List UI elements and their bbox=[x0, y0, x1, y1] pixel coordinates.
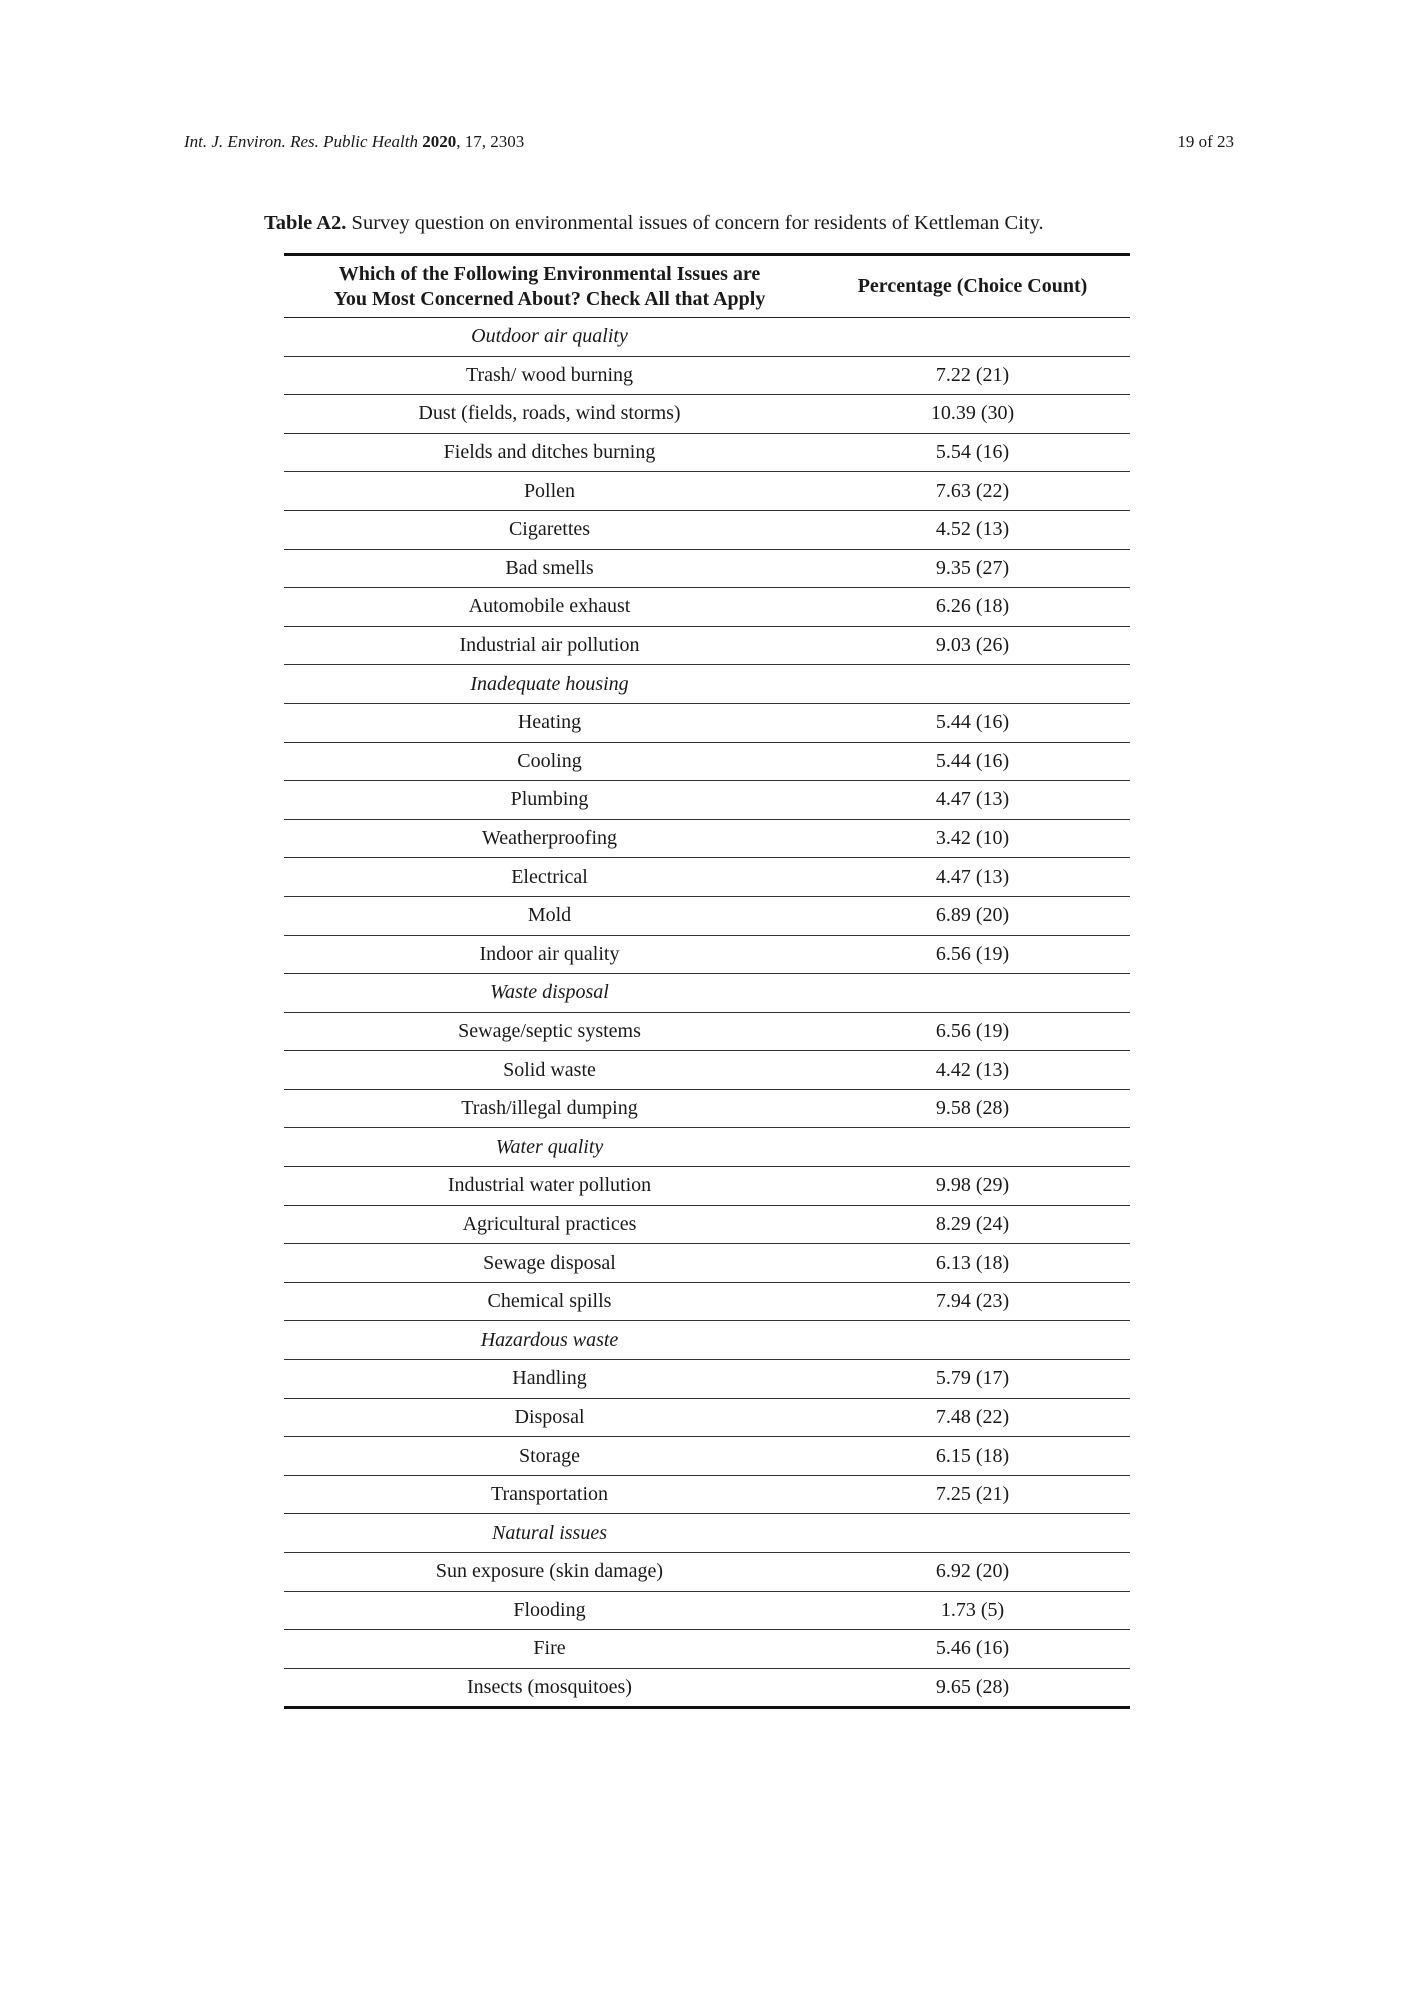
table-row bbox=[284, 1282, 1130, 1321]
table-header-row bbox=[284, 255, 1130, 318]
issue-label: Flooding bbox=[284, 1591, 815, 1630]
issue-label: Industrial air pollution bbox=[284, 626, 815, 665]
percentage-value bbox=[815, 318, 1130, 357]
issue-label: Sewage disposal bbox=[284, 1244, 815, 1283]
category-label: Natural issues bbox=[284, 1514, 815, 1553]
issue-label: Dust (fields, roads, wind storms) bbox=[284, 395, 815, 434]
percentage-value: 9.03 (26) bbox=[815, 626, 1130, 665]
percentage-value: 6.92 (20) bbox=[815, 1553, 1130, 1592]
table-row bbox=[284, 819, 1130, 858]
issue-label: Cooling bbox=[284, 742, 815, 781]
issue-label: Handling bbox=[284, 1360, 815, 1399]
column-header-percentage: Percentage (Choice Count) bbox=[857, 275, 1088, 297]
category-label: Hazardous waste bbox=[284, 1321, 815, 1360]
percentage-value: 4.42 (13) bbox=[815, 1051, 1130, 1090]
issue-label: Agricultural practices bbox=[284, 1205, 815, 1244]
table-category-row bbox=[284, 974, 1130, 1013]
percentage-value bbox=[815, 1128, 1130, 1167]
percentage-value bbox=[815, 974, 1130, 1013]
percentage-value: 7.25 (21) bbox=[815, 1475, 1130, 1514]
percentage-value: 4.52 (13) bbox=[815, 510, 1130, 549]
category-label: Waste disposal bbox=[284, 974, 815, 1013]
table-row bbox=[284, 1591, 1130, 1630]
table-row bbox=[284, 1630, 1130, 1669]
table-row bbox=[284, 626, 1130, 665]
percentage-value: 9.98 (29) bbox=[815, 1167, 1130, 1206]
percentage-value: 5.46 (16) bbox=[815, 1630, 1130, 1669]
issue-label: Bad smells bbox=[284, 549, 815, 588]
issue-label: Heating bbox=[284, 703, 815, 742]
table-row bbox=[284, 356, 1130, 395]
percentage-value: 5.79 (17) bbox=[815, 1360, 1130, 1399]
percentage-value: 4.47 (13) bbox=[815, 858, 1130, 897]
percentage-value: 7.48 (22) bbox=[815, 1398, 1130, 1437]
table-category-row bbox=[284, 1321, 1130, 1360]
issue-label: Chemical spills bbox=[284, 1282, 815, 1321]
issue-label: Mold bbox=[284, 896, 815, 935]
table-row bbox=[284, 742, 1130, 781]
percentage-value: 5.44 (16) bbox=[815, 742, 1130, 781]
table-row bbox=[284, 1360, 1130, 1399]
table-row bbox=[284, 472, 1130, 511]
column-header-issue bbox=[284, 255, 815, 318]
percentage-value bbox=[815, 1514, 1130, 1553]
issue-label: Solid waste bbox=[284, 1051, 815, 1090]
issue-label: Insects (mosquitoes) bbox=[284, 1668, 815, 1708]
table-row bbox=[284, 1475, 1130, 1514]
issue-label: Industrial water pollution bbox=[284, 1167, 815, 1206]
percentage-value bbox=[815, 1321, 1130, 1360]
percentage-value: 5.54 (16) bbox=[815, 433, 1130, 472]
table-row bbox=[284, 510, 1130, 549]
percentage-value: 10.39 (30) bbox=[815, 395, 1130, 434]
issue-label: Fire bbox=[284, 1630, 815, 1669]
running-head bbox=[184, 132, 1234, 152]
table-row bbox=[284, 1244, 1130, 1283]
table-row bbox=[284, 549, 1130, 588]
table-row bbox=[284, 1012, 1130, 1051]
table-row bbox=[284, 1553, 1130, 1592]
table-row bbox=[284, 1398, 1130, 1437]
table-row bbox=[284, 858, 1130, 897]
table-row bbox=[284, 1167, 1130, 1206]
table-category-row bbox=[284, 1128, 1130, 1167]
issue-label: Trash/illegal dumping bbox=[284, 1089, 815, 1128]
issue-label: Electrical bbox=[284, 858, 815, 897]
percentage-value: 6.89 (20) bbox=[815, 896, 1130, 935]
percentage-value: 7.94 (23) bbox=[815, 1282, 1130, 1321]
table-row bbox=[284, 1668, 1130, 1708]
table-row bbox=[284, 1089, 1130, 1128]
category-label: Outdoor air quality bbox=[284, 318, 815, 357]
percentage-value: 6.56 (19) bbox=[815, 1012, 1130, 1051]
column-header-issue-line1: Which of the Following Environmental Issues are bbox=[338, 262, 761, 285]
table-row bbox=[284, 1437, 1130, 1476]
issue-label: Disposal bbox=[284, 1398, 815, 1437]
percentage-value: 7.63 (22) bbox=[815, 472, 1130, 511]
issue-label: Sun exposure (skin damage) bbox=[284, 1553, 815, 1592]
percentage-value: 9.35 (27) bbox=[815, 549, 1130, 588]
table-row bbox=[284, 896, 1130, 935]
table-category-row bbox=[284, 665, 1130, 704]
category-label: Inadequate housing bbox=[284, 665, 815, 704]
table-category-row bbox=[284, 318, 1130, 357]
percentage-value: 5.44 (16) bbox=[815, 703, 1130, 742]
table-row bbox=[284, 703, 1130, 742]
table-caption-text: Survey question on environmental issues of concern for residents of Kettleman City. bbox=[346, 212, 1044, 234]
percentage-value: 6.56 (19) bbox=[815, 935, 1130, 974]
table-row bbox=[284, 781, 1130, 820]
table-row bbox=[284, 1051, 1130, 1090]
percentage-value: 6.26 (18) bbox=[815, 588, 1130, 627]
issue-label: Indoor air quality bbox=[284, 935, 815, 974]
issue-label: Storage bbox=[284, 1437, 815, 1476]
percentage-value: 6.13 (18) bbox=[815, 1244, 1130, 1283]
percentage-value: 8.29 (24) bbox=[815, 1205, 1130, 1244]
table-body bbox=[284, 318, 1130, 1708]
table-caption bbox=[264, 212, 1164, 235]
table-row bbox=[284, 433, 1130, 472]
percentage-value: 9.58 (28) bbox=[815, 1089, 1130, 1128]
category-label: Water quality bbox=[284, 1128, 815, 1167]
percentage-value bbox=[815, 665, 1130, 704]
table-row bbox=[284, 588, 1130, 627]
percentage-value: 6.15 (18) bbox=[815, 1437, 1130, 1476]
journal-name: Int. J. Environ. Res. Public Health bbox=[184, 132, 419, 151]
issue-label: Sewage/septic systems bbox=[284, 1012, 815, 1051]
issue-label: Pollen bbox=[284, 472, 815, 511]
survey-table bbox=[284, 253, 1130, 1709]
issue-label: Trash/ wood burning bbox=[284, 356, 815, 395]
issue-label: Cigarettes bbox=[284, 510, 815, 549]
table-row bbox=[284, 395, 1130, 434]
page-number: 19 of 23 bbox=[1177, 132, 1234, 151]
volume-article: , 17, 2303 bbox=[456, 132, 525, 151]
table-row bbox=[284, 935, 1130, 974]
issue-label: Automobile exhaust bbox=[284, 588, 815, 627]
journal-year: 2020 bbox=[422, 132, 457, 151]
column-header-issue-line2: You Most Concerned About? Check All that Apply bbox=[333, 287, 766, 310]
percentage-value: 1.73 (5) bbox=[815, 1591, 1130, 1630]
table-row bbox=[284, 1205, 1130, 1244]
issue-label: Plumbing bbox=[284, 781, 815, 820]
table-category-row bbox=[284, 1514, 1130, 1553]
issue-label: Transportation bbox=[284, 1475, 815, 1514]
table-caption-label: Table A2. bbox=[264, 212, 347, 234]
percentage-value: 3.42 (10) bbox=[815, 819, 1130, 858]
percentage-value: 9.65 (28) bbox=[815, 1668, 1130, 1708]
percentage-value: 4.47 (13) bbox=[815, 781, 1130, 820]
percentage-value: 7.22 (21) bbox=[815, 356, 1130, 395]
issue-label: Weatherproofing bbox=[284, 819, 815, 858]
issue-label: Fields and ditches burning bbox=[284, 433, 815, 472]
